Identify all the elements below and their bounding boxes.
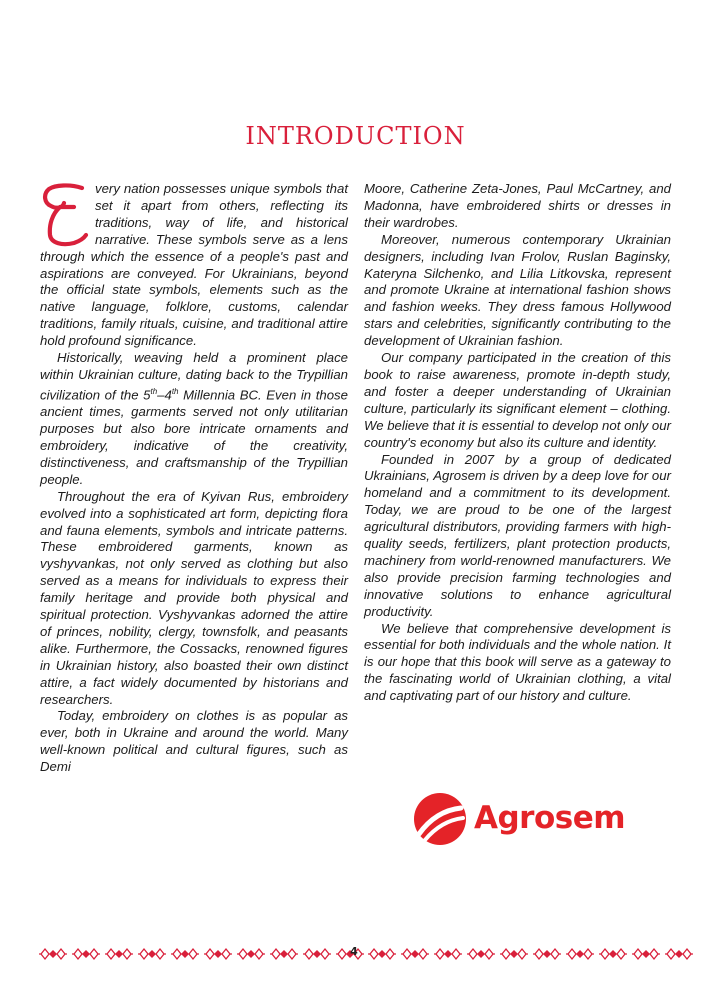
left-text-column <box>40 181 348 776</box>
drop-cap-letter <box>40 183 89 247</box>
ornament-motif <box>632 947 660 961</box>
ornament-motif <box>237 947 265 961</box>
footer-ornament-band <box>0 942 711 966</box>
agrosem-leaf-circle-icon <box>413 792 467 846</box>
intro-paragraph-3: Throughout the era of Kyivan Rus, embroidery evolved into a sophisticated art form, depicting flora and fauna elements, symbols and intricate patterns. These embroidered garments, known as vyshyvankas, not only served as clothing but also served as a means for individuals to express their family heritage and provide both physical and spiritual protection. Vyshyvankas adorned the attire of princes, nobility, clergy, townsfolk, and peasants alike. Furthermore, the Cossacks, renowned figures in Ukrainian history, also boasted their own distinct attire, a fact widely documented by historians and researchers. <box>40 488 348 707</box>
ornament-motif <box>665 947 693 961</box>
intro-paragraph-8: Founded in 2007 by a group of dedicated Ukrainians, Agrosem is driven by a deep love for our homeland and a commitment to its development. Today, we are proud to be one of the largest agricultural distributors, providing farmers with high-quality seeds, fertilizers, plant protection products, machinery from world-renowned manufacturers. We also provide precision farming technologies and innovative solutions to enhance agricultural productivity. <box>364 451 671 619</box>
ornament-motif <box>500 947 528 961</box>
ornament-motif <box>533 947 561 961</box>
page-title: INTRODUCTION <box>245 122 466 151</box>
ornament-motif <box>599 947 627 961</box>
ornament-motif <box>105 947 133 961</box>
intro-paragraph-7: Our company participated in the creation of this book to raise awareness, promote in-depth study, and foster a deeper understanding of Ukrainian culture, particularly its significant element – clothing. We believe that it is essential to develop not only our country's economy but also its culture and identity. <box>364 350 671 450</box>
intro-paragraph-4: Today, embroidery on clothes is as popular as ever, both in Ukraine and around the world. Many well-known political and cultural figures, such as Demi <box>40 708 348 775</box>
ornament-motif <box>204 947 232 961</box>
page-number: 4 <box>350 945 358 958</box>
superscript-th: th <box>171 386 179 396</box>
agrosem-logo <box>413 790 626 848</box>
intro-paragraph-1 <box>40 181 348 350</box>
ornament-motif <box>39 947 67 961</box>
ornament-motif <box>138 947 166 961</box>
intro-paragraph-9: We believe that comprehensive development is essential for both individuals and the whole nation. It is our hope that this book will serve as a gateway to the fascinating world of Ukrainian clothing, a vital and captivating part of our history and culture. <box>364 620 671 704</box>
intro-paragraph-5: Moore, Catherine Zeta-Jones, Paul McCartney, and Madonna, have embroidered shirts or dresses in their wardrobes. <box>364 181 671 230</box>
ornament-motif <box>303 947 331 961</box>
ornament-row-right <box>368 947 693 961</box>
paragraph-text: very nation possesses unique symbols that set it apart from others, reflecting its traditions, way of life, and historical narrative. These symbols serve as a lens through which the essence of a people's past and aspirations are conveyed. For Ukrainians, beyond the official state symbols, elements such as the native language, folklore, customs, calendar traditions, family rituals, cuisine, and traditional attire hold profound significance. <box>40 181 348 349</box>
intro-paragraph-6: Moreover, numerous contemporary Ukrainian designers, including Ivan Frolov, Ruslan Baginsky, Kateryna Silchenko, and Lilia Litkovska, represent and promote Ukraine at international fashion shows and fashion weeks. They dress famous Hollywood stars and celebrities, significantly contributing to the development of Ukrainian fashion. <box>364 231 671 349</box>
ornament-motif <box>434 947 462 961</box>
ornament-motif <box>368 947 396 961</box>
brand-name: Agrosem <box>474 800 626 836</box>
ornament-motif <box>566 947 594 961</box>
ornament-row-left <box>39 947 364 961</box>
ornament-motif <box>72 947 100 961</box>
ornament-motif <box>401 947 429 961</box>
right-text-column <box>364 181 671 705</box>
ornament-motif <box>171 947 199 961</box>
ornament-motif <box>467 947 495 961</box>
superscript-th: th <box>150 386 158 396</box>
intro-paragraph-2: Historically, weaving held a prominent place within Ukrainian culture, dating back to the Trypillian civilization of the 5th–4th Millennia BC. Even in those ancient times, garments served not only utilitarian purposes but also bore intricate ornaments and embroidery, indicative of the creativity, distinctiveness, and craftsmanship of the Trypillian people. <box>40 350 348 487</box>
ornament-motif <box>270 947 298 961</box>
